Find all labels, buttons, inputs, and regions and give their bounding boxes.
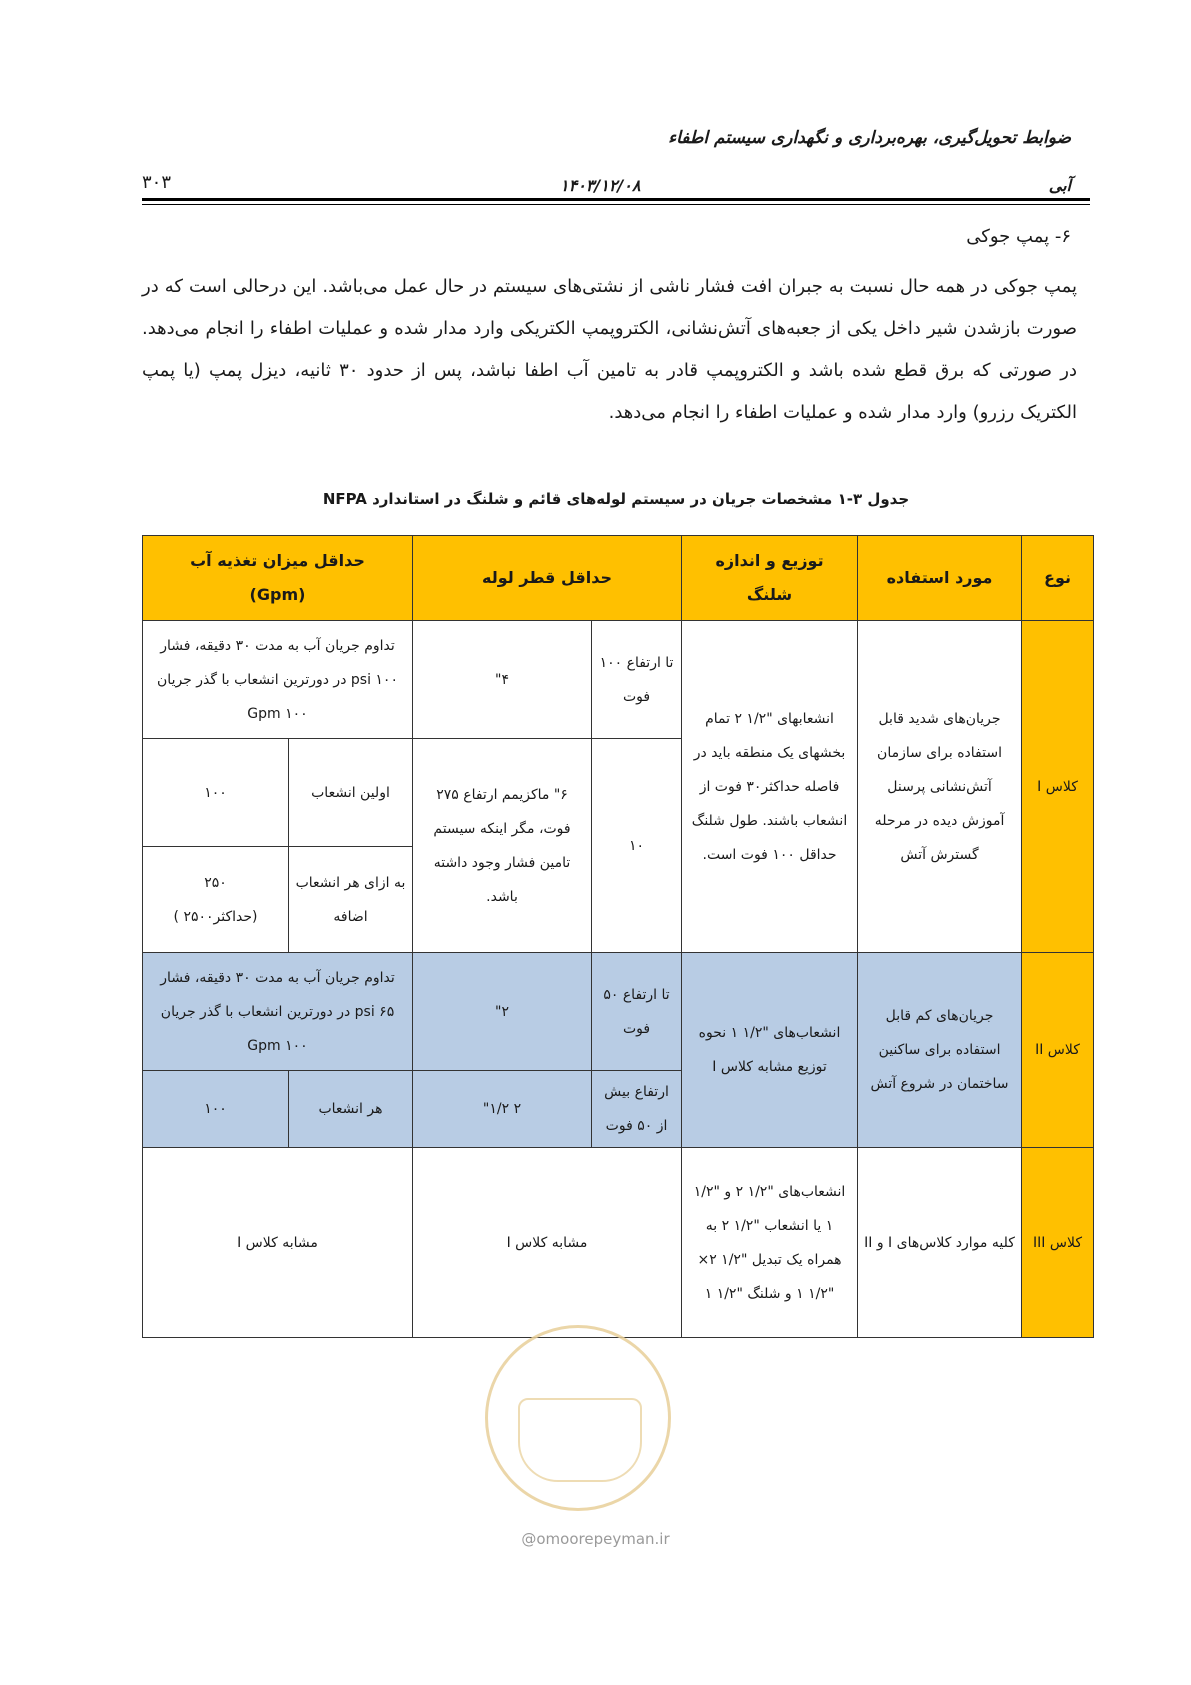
class2-type: کلاس II <box>1022 953 1094 1148</box>
nfpa-table <box>142 535 1094 1338</box>
watermark-site: @omoorepeyman.ir <box>521 1530 670 1548</box>
class1-extra-value: ۲۵۰ (حداکثر۲۵۰۰ ) <box>143 847 289 953</box>
class1-height2: ۱۰ <box>592 739 682 953</box>
header-rule-thick <box>142 198 1090 201</box>
watermark-logo <box>485 1325 671 1511</box>
table-row <box>143 953 1094 1071</box>
class3-usage: کلیه موارد کلاس‌های I و II <box>858 1148 1022 1338</box>
header-hose: توزیع و اندازه شلنگ <box>682 536 858 621</box>
class2-height2: ارتفاع بیش از ۵۰ فوت <box>592 1071 682 1148</box>
header-usage: مورد استفاده <box>858 536 1022 621</box>
class1-height1: تا ارتفاع ۱۰۰ فوت <box>592 621 682 739</box>
table-row <box>143 621 1094 739</box>
page-number: ۳۰۳ <box>142 172 172 193</box>
section-title: ۶- پمپ جوکی <box>966 226 1071 247</box>
class1-first-value: ۱۰۰ <box>143 739 289 847</box>
header-supply: حداقل میزان تغذیه آب (Gpm) <box>143 536 413 621</box>
header-title: ضوابط تحویل‌گیری، بهره‌برداری و نگهداری سیستم اطفاء <box>668 128 1071 148</box>
class2-usage: جریان‌های کم قابل استفاده برای ساکنین ساختمان در شروع آتش <box>858 953 1022 1148</box>
class1-extra-label: به ازای هر انشعاب اضافه <box>289 847 413 953</box>
class2-supply1: تداوم جریان آب به مدت ۳۰ دقیقه، فشار psi ۶۵ در دورترین انشعاب با گذر جریان Gpm ۱۰۰ <box>143 953 413 1071</box>
class2-each-label: هر انشعاب <box>289 1071 413 1148</box>
class3-supply: مشابه کلاس I <box>143 1148 413 1338</box>
section-paragraph: پمپ جوکی در همه حال نسبت به جبران افت فشار ناشی از نشتی‌های سیستم در حال عمل می‌باشد. این درحالی است که در صورت بازشدن شیر داخل یکی از جعبه‌های آتش‌نشانی، الکتروپمپ الکتریکی وارد مدار شده و عملیات اطفاء را انجام می‌دهد. در صورتی که برق قطع شده باشد و الکتروپمپ قادر به تامین آب اطفا نباشد، پس از حدود ۳۰ ثانیه، دیزل پمپ (یا پمپ الکتریک رزرو) وارد مدار شده و عملیات اطفاء را انجام می‌دهد. <box>142 276 1077 423</box>
class2-height1: تا ارتفاع ۵۰ فوت <box>592 953 682 1071</box>
table-header-row <box>143 536 1094 621</box>
class1-hose: انشعابهای "۱/۲ ۲ تمام بخشهای یک منطقه باید در فاصله حداکثر۳۰ فوت از انشعاب باشند. طول شلنگ حداقل ۱۰۰ فوت است. <box>682 621 858 953</box>
header-subtitle: آبی <box>1048 176 1071 195</box>
header-type: نوع <box>1022 536 1094 621</box>
class3-hose: انشعاب‌های "۱/۲ ۲ و "۱/۲ ۱ یا انشعاب "۱/۲ ۲ به همراه یک تبدیل "۱/۲ ۲× "۱/۲ ۱ و شلنگ "۱/۲ ۱ <box>682 1148 858 1338</box>
header-rule-thin <box>142 204 1090 205</box>
table-row <box>143 1148 1094 1338</box>
class2-pipe2: ۲ ۱/۲" <box>413 1071 592 1148</box>
watermark-emblem-icon <box>518 1398 642 1482</box>
class1-pipe1: ۴" <box>413 621 592 739</box>
class2-hose: انشعاب‌های "۱/۲ ۱ نحوه توزیع مشابه کلاس I <box>682 953 858 1148</box>
class1-usage: جریان‌های شدید قابل استفاده برای سازمان آتش‌نشانی پرسنل آموزش دیده در مرحله گسترش آتش <box>858 621 1022 953</box>
class3-pipe: مشابه کلاس I <box>413 1148 682 1338</box>
class2-each-value: ۱۰۰ <box>143 1071 289 1148</box>
class1-supply1: تداوم جریان آب به مدت ۳۰ دقیقه، فشار psi ۱۰۰ در دورترین انشعاب با گذر جریان Gpm ۱۰۰ <box>143 621 413 739</box>
table-caption: جدول ۳-۱ مشخصات جریان در سیستم لوله‌های قائم و شلنگ در استاندارد NFPA <box>322 490 910 508</box>
class2-pipe1: ۲" <box>413 953 592 1071</box>
class1-type: کلاس I <box>1022 621 1094 953</box>
class1-pipe2: ۶" ماکزیمم ارتفاع ۲۷۵ فوت، مگر اینکه سیستم تامین فشار وجود داشته باشد. <box>413 739 592 953</box>
class3-type: کلاس III <box>1022 1148 1094 1338</box>
class1-first-label: اولین انشعاب <box>289 739 413 847</box>
header-date: ۱۴۰۳/۱۲/۰۸ <box>560 176 641 195</box>
header-pipe: حداقل قطر لوله <box>413 536 682 621</box>
